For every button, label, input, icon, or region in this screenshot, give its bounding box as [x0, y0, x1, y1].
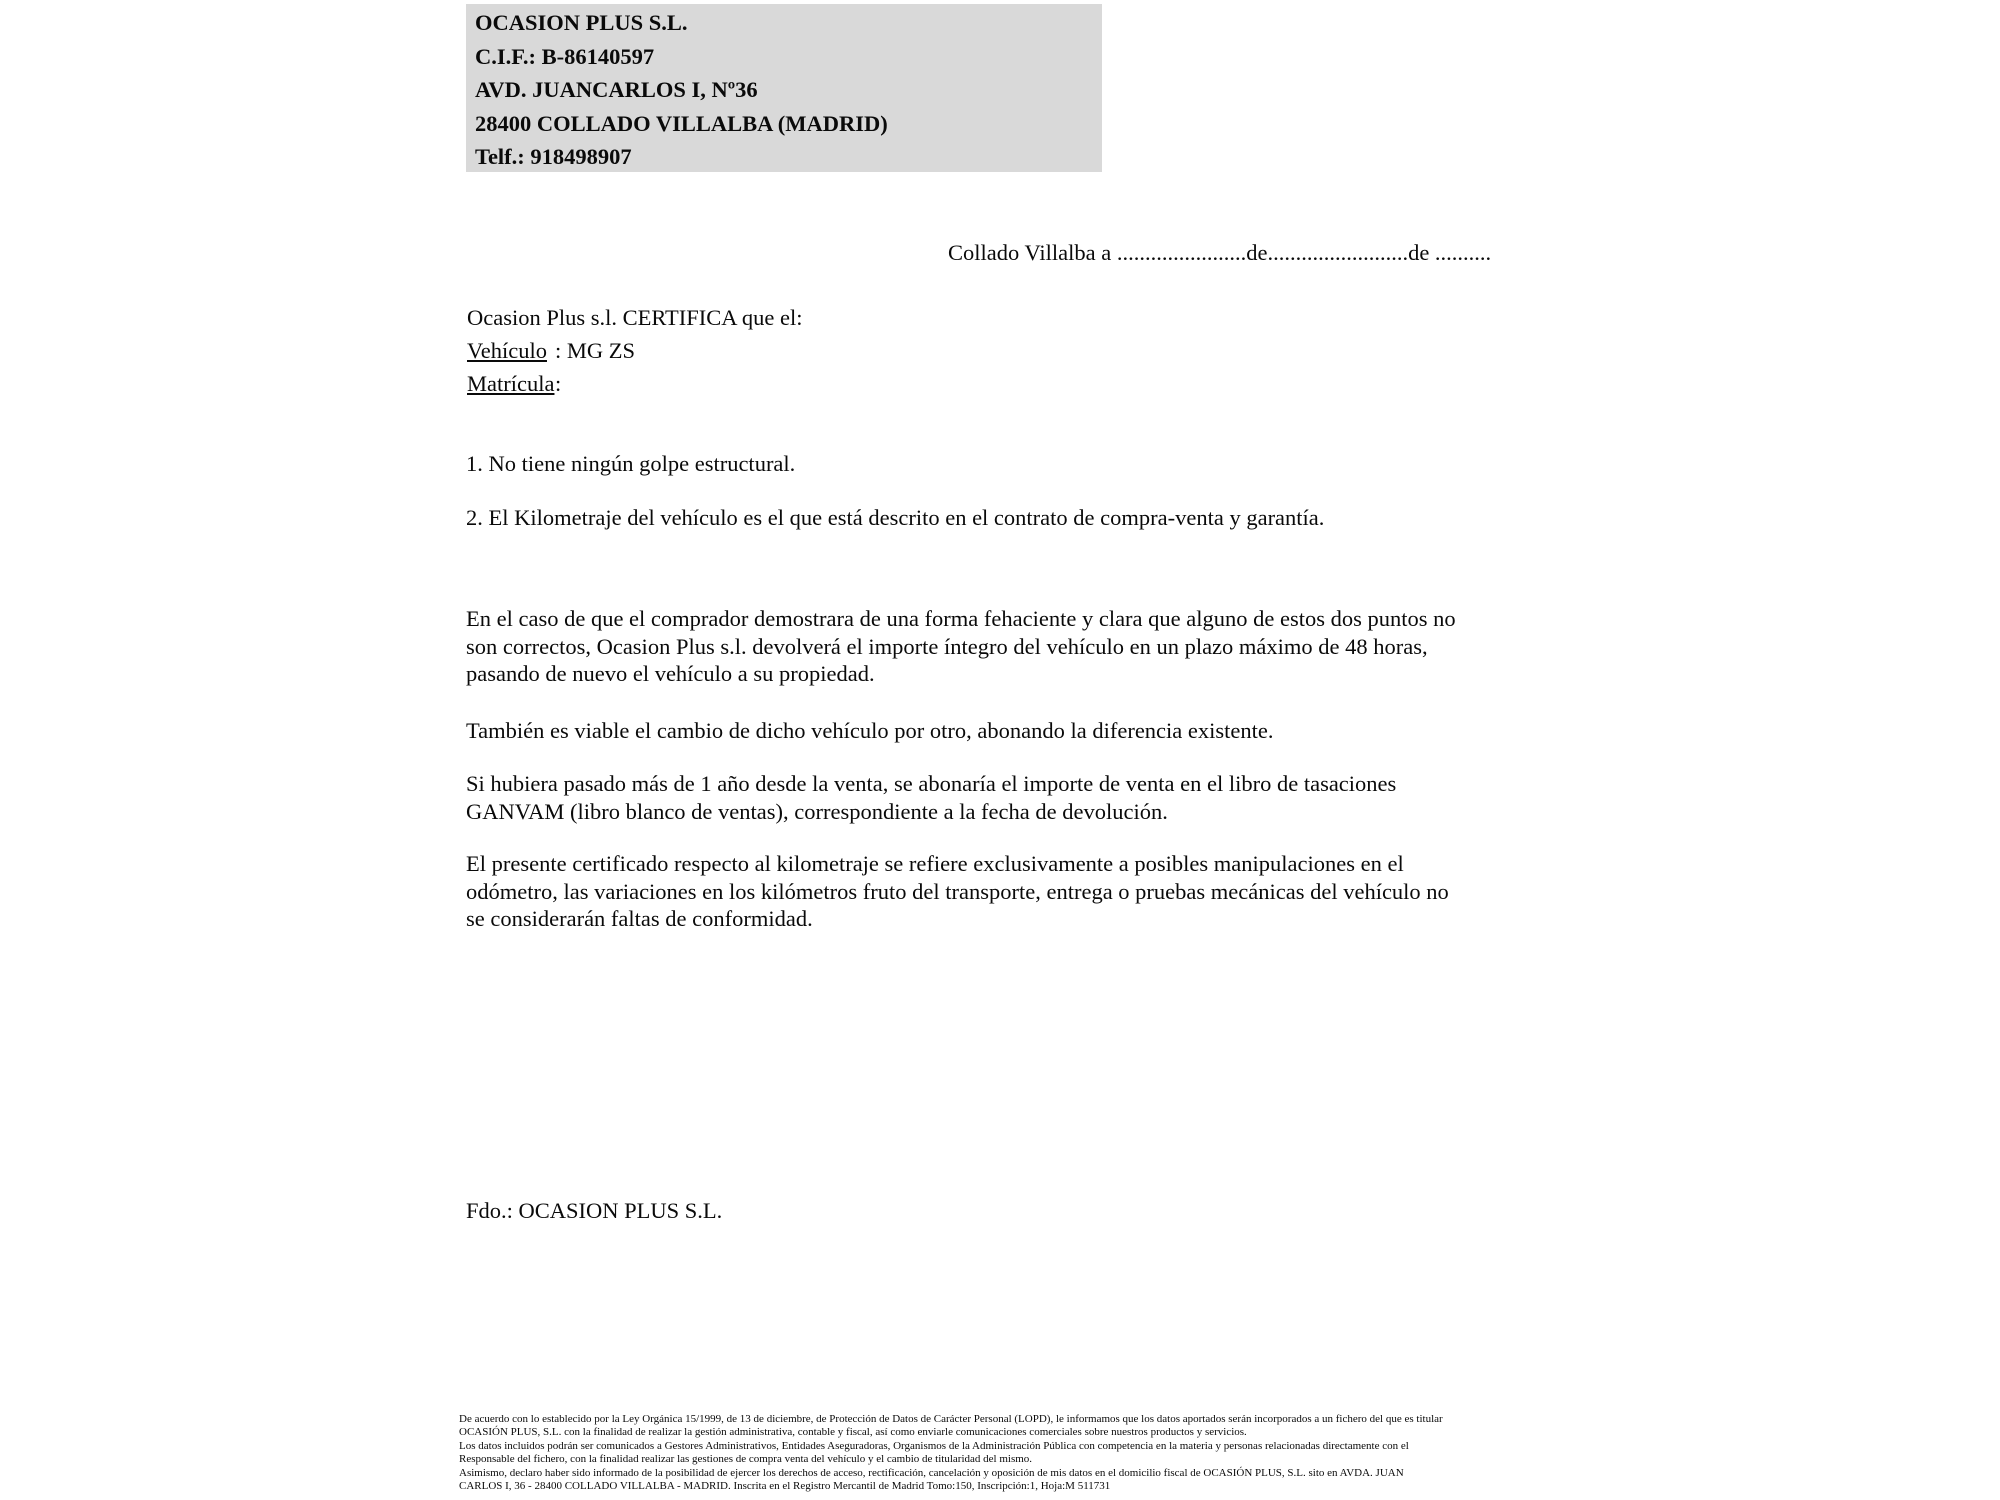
plate-value: :: [555, 371, 562, 396]
paragraph-line: Si hubiera pasado más de 1 año desde la venta, se abonaría el importe de venta en el libro de tasaciones: [466, 771, 1397, 796]
certification-intro: Ocasion Plus s.l. CERTIFICA que el:: [467, 305, 803, 330]
legal-footer-line: De acuerdo con lo establecido por la Ley Orgánica 15/1999, de 13 de diciembre, de Protección de Datos de Carácter Personal (LOPD), le informamos que los datos aportados serán incorporados a un fichero del que es titular: [459, 1413, 1443, 1425]
legal-footer-line: OCASIÓN PLUS, S.L. con la finalidad de realizar la gestión administrativa, contable y fiscal, así como enviarle comunicaciones comerciales sobre nuestros productos y servicios.: [459, 1426, 1247, 1439]
paragraph-exchange-option: [466, 717, 1274, 745]
letterhead-phone: Telf.: 918498907: [475, 144, 632, 169]
vehicle-field: [467, 334, 803, 367]
paragraph-line: se considerarán faltas de conformidad.: [466, 906, 813, 931]
paragraph-line: pasando de nuevo el vehículo a su propiedad.: [466, 661, 875, 686]
legal-footer-line: Asimismo, declaro haber sido informado de la posibilidad de ejercer los derechos de acceso, rectificación, cancelación y oposición de mis datos en el domicilio fiscal de OCASIÓN PLUS, S.L. sito en AVDA. JUAN: [459, 1466, 1404, 1479]
legal-footer-line: CARLOS I, 36 - 28400 COLLADO VILLALBA - MADRID. Inscrita en el Registro Mercantil de Madrid Tomo:150, Inscripción:1, Hoja:M 511731: [459, 1480, 1111, 1493]
clause-2: 2. El Kilometraje del vehículo es el que está descrito en el contrato de compra-venta y garantía.: [466, 505, 1325, 530]
legal-footer: [459, 1413, 1549, 1493]
paragraph-line: son correctos, Ocasion Plus s.l. devolverá el importe íntegro del vehículo en un plazo máximo de 48 horas,: [466, 633, 1428, 659]
vehicle-value: : MG ZS: [555, 338, 636, 363]
certification-block: [467, 301, 803, 400]
plate-label: Matrícula: [467, 371, 555, 396]
plate-field: [467, 367, 803, 400]
letterhead-company-name: OCASION PLUS S.L.: [475, 10, 688, 35]
clause-1: 1. No tiene ningún golpe estructural.: [466, 451, 796, 476]
letterhead-address: AVD. JUANCARLOS I, Nº36: [475, 77, 758, 102]
paragraph-refund-policy: [466, 605, 1456, 688]
paragraph-line: En el caso de que el comprador demostrara de una forma fehaciente y clara que alguno de estos dos puntos no: [466, 606, 1456, 631]
letterhead-cif: C.I.F.: B-86140597: [475, 43, 655, 69]
legal-footer-line: Los datos incluidos podrán ser comunicados a Gestores Administrativos, Entidades Aseguradoras, Organismos de la Administración Pública con competencia en la materia y personas relacionadas directamente con el: [459, 1439, 1409, 1452]
letterhead: [466, 4, 1102, 172]
paragraph-line: GANVAM (libro blanco de ventas), correspondiente a la fecha de devolución.: [466, 798, 1168, 824]
signature-line: Fdo.: OCASION PLUS S.L.: [466, 1198, 723, 1223]
paragraph-ganvam-valuation: [466, 770, 1396, 825]
paragraph-odometer-disclaimer: [466, 850, 1449, 933]
paragraph-line: También es viable el cambio de dicho vehículo por otro, abonando la diferencia existente.: [466, 718, 1274, 743]
legal-footer-line: Responsable del fichero, con la finalidad realizar las gestiones de compra venta del vehículo y el cambio de titularidad del mismo.: [459, 1453, 1033, 1466]
date-place-line: Collado Villalba a .......................de.........................de ..........: [948, 240, 1492, 265]
paragraph-line: El presente certificado respecto al kilometraje se refiere exclusivamente a posibles manipulaciones en el: [466, 851, 1404, 876]
letterhead-city: 28400 COLLADO VILLALBA (MADRID): [475, 110, 888, 136]
paragraph-line: odómetro, las variaciones en los kilómetros fruto del transporte, entrega o pruebas mecánicas del vehículo no: [466, 878, 1449, 904]
vehicle-label: Vehículo: [467, 338, 547, 363]
